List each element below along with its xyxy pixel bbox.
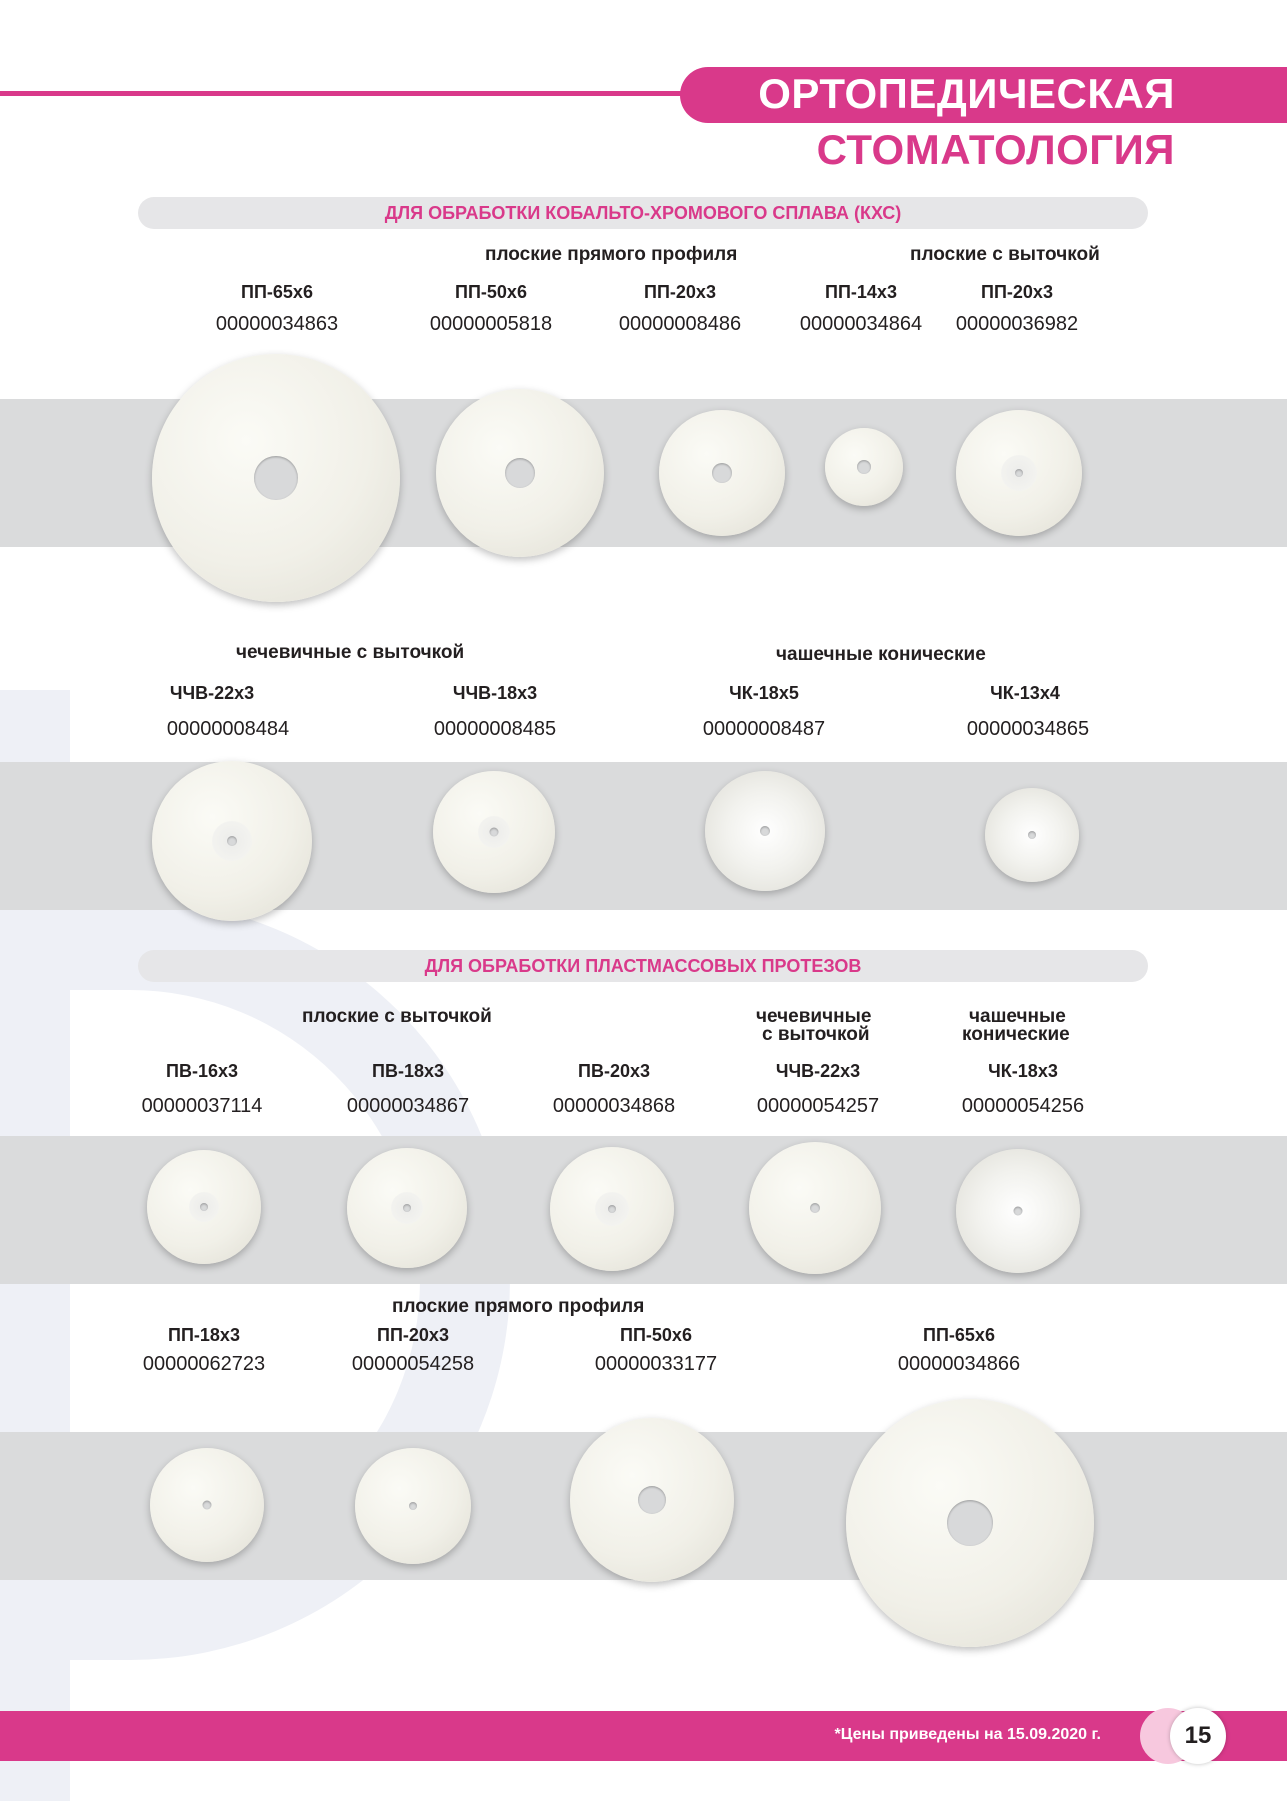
product-code: ЧК-13х4 — [990, 683, 1060, 703]
section-title: ДЛЯ ОБРАБОТКИ ПЛАСТМАССОВЫХ ПРОТЕЗОВ — [138, 950, 1148, 982]
article-number: 00000054257 — [756, 1095, 880, 1117]
product-code: ПП-50х6 — [455, 282, 527, 302]
article-number: 00000062723 — [142, 1353, 266, 1375]
product-disc-image — [355, 1448, 471, 1564]
product-code: ЧК-18х5 — [729, 683, 799, 703]
product-disc-image — [147, 1150, 261, 1264]
product-code: ЧЧВ-22х3 — [775, 1061, 861, 1081]
product-disc-image — [152, 354, 400, 602]
group-label: плоские с выточкой — [910, 244, 1100, 265]
product-disc-image — [749, 1142, 881, 1274]
article-number: 00000036982 — [955, 313, 1079, 335]
page-title-line1: ОРТОПЕДИЧЕСКАЯ — [758, 70, 1175, 117]
product-code: ЧК-18х3 — [988, 1061, 1058, 1081]
product-code: ПП-20х3 — [644, 282, 716, 302]
group-label: чечевичные — [756, 1006, 872, 1027]
product-disc-image — [846, 1399, 1094, 1647]
product-code: ПП-50х6 — [620, 1325, 692, 1345]
product-disc-image — [152, 761, 312, 921]
product-code: ПВ-16х3 — [166, 1061, 238, 1081]
price-date-note: *Цены приведены на 15.09.2020 г. — [834, 1726, 1101, 1743]
article-number: 00000034865 — [966, 718, 1090, 740]
group-label: чашечные конические — [776, 644, 986, 665]
section-title: ДЛЯ ОБРАБОТКИ КОБАЛЬТО-ХРОМОВОГО СПЛАВА (КХС) — [138, 197, 1148, 229]
page-number: 15 — [1170, 1708, 1226, 1764]
article-number: 00000034863 — [215, 313, 339, 335]
product-disc-image — [825, 428, 903, 506]
group-label: плоские прямого профиля — [392, 1296, 645, 1317]
article-number: 00000037114 — [141, 1095, 263, 1117]
article-number: 00000034868 — [552, 1095, 676, 1117]
article-number: 00000008486 — [618, 313, 742, 335]
page-title-line2: СТОМАТОЛОГИЯ — [816, 126, 1175, 173]
product-code: ПВ-20х3 — [578, 1061, 650, 1081]
article-number: 00000008487 — [702, 718, 826, 740]
group-label: конические — [962, 1024, 1070, 1045]
product-code: ПП-65х6 — [241, 282, 313, 302]
article-number: 00000034866 — [897, 1353, 1021, 1375]
product-disc-image — [436, 389, 604, 557]
product-code: ПП-20х3 — [377, 1325, 449, 1345]
article-number: 00000008485 — [433, 718, 557, 740]
product-disc-image — [956, 410, 1082, 536]
article-number: 00000034867 — [346, 1095, 470, 1117]
product-disc-image — [150, 1448, 264, 1562]
product-cup-image — [705, 771, 825, 891]
product-code: ЧЧВ-22х3 — [169, 683, 255, 703]
article-number: 00000008484 — [166, 718, 290, 740]
product-code: ПП-65х6 — [923, 1325, 995, 1345]
product-disc-image — [659, 410, 785, 536]
article-number: 00000034864 — [799, 313, 923, 335]
article-number: 00000033177 — [594, 1353, 718, 1375]
group-label: чашечные — [969, 1006, 1066, 1027]
product-cup-image — [985, 788, 1079, 882]
product-cup-image — [956, 1149, 1080, 1273]
product-disc-image — [433, 771, 555, 893]
product-code: ПВ-18х3 — [372, 1061, 444, 1081]
product-code: ПП-20х3 — [981, 282, 1053, 302]
group-label: чечевичные с выточкой — [236, 642, 465, 663]
article-number: 00000054256 — [961, 1095, 1085, 1117]
product-code: ПП-14х3 — [825, 282, 897, 302]
product-disc-image — [347, 1148, 467, 1268]
group-label: с выточкой — [762, 1024, 870, 1045]
product-code: ЧЧВ-18х3 — [452, 683, 538, 703]
article-number: 00000005818 — [429, 313, 553, 335]
product-code: ПП-18х3 — [168, 1325, 240, 1345]
group-label: плоские прямого профиля — [485, 244, 738, 265]
group-label: плоские с выточкой — [302, 1006, 492, 1027]
header-line — [0, 91, 700, 96]
article-number: 00000054258 — [351, 1353, 475, 1375]
product-disc-image — [570, 1418, 734, 1582]
product-disc-image — [550, 1147, 674, 1271]
